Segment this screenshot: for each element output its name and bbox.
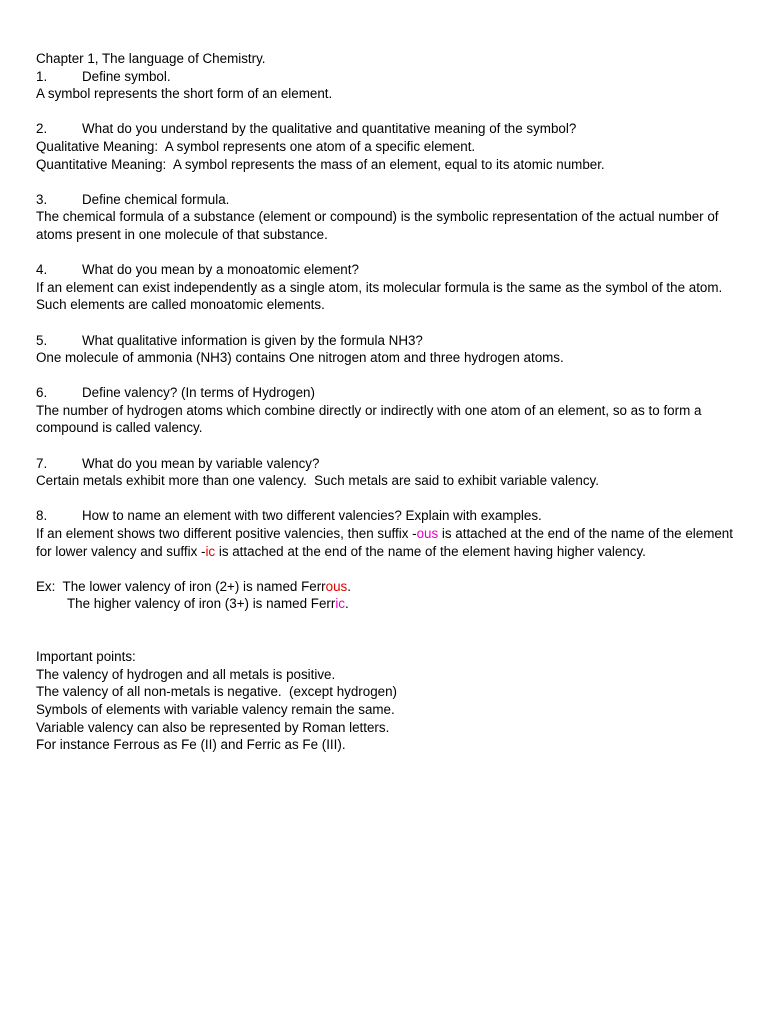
question-6 [36,384,736,402]
question-text: What do you mean by variable valency? [82,455,320,471]
example-text: Ex: The lower valency of iron (2+) is named Ferr [36,578,326,594]
example-suffix-ous: ous [325,578,348,594]
answer-8-text-a: If an element shows two different positive valencies, then suffix - [36,526,417,542]
answer-8 [36,525,736,560]
important-heading: Important points: [36,649,136,665]
question-number: 3. [36,191,48,207]
question-text: Define symbol. [82,68,171,84]
question-text: What do you understand by the qualitative and quantitative meaning of the symbol? [82,121,577,137]
answer-2-line-2: Quantitative Meaning: A symbol represents the mass of an element, equal to its atomic number. [36,156,605,172]
example-text: The higher valency of iron (3+) is named Ferr [67,596,336,612]
question-text: What do you mean by a monoatomic element? [82,262,359,278]
answer-4: If an element can exist independently as a single atom, its molecular formula is the same as the symbol of the atom. Such elements are called monoatomic elements. [36,279,730,313]
question-text: Define chemical formula. [82,191,230,207]
suffix-ic: ic [205,543,216,559]
answer-8-text-c: is attached at the end of the name of the element having higher valency. [215,543,646,559]
question-number: 5. [36,332,48,348]
question-number: 1. [36,68,48,84]
example-line-2 [36,595,736,613]
question-2 [36,120,736,138]
answer-6: The number of hydrogen atoms which combine directly or indirectly with one atom of an element, so as to form a compound is called valency. [36,402,706,436]
question-5 [36,332,736,350]
important-point: The valency of all non-metals is negative. (except hydrogen) [36,684,397,700]
important-point: The valency of hydrogen and all metals is positive. [36,666,336,682]
question-7 [36,455,736,473]
important-point: For instance Ferrous as Fe (II) and Ferric as Fe (III). [36,737,346,753]
answer-3: The chemical formula of a substance (element or compound) is the symbolic representation of the actual number of atoms present in one molecule of that substance. [36,209,723,242]
question-3 [36,191,736,209]
question-number: 7. [36,455,48,471]
question-1 [36,68,736,86]
question-number: 2. [36,121,48,137]
document-page [36,50,736,754]
question-8 [36,507,736,525]
question-4 [36,261,736,279]
important-point: Variable valency can also be represented by Roman letters. [36,719,390,735]
answer-2-line-1: Qualitative Meaning: A symbol represents one atom of a specific element. [36,138,476,154]
example-end: . [347,578,351,594]
question-text: What qualitative information is given by the formula NH3? [82,332,423,348]
question-text: How to name an element with two different valencies? Explain with examples. [82,508,542,524]
example-line-1 [36,578,736,596]
important-point: Symbols of elements with variable valency remain the same. [36,701,395,717]
answer-7: Certain metals exhibit more than one valency. Such metals are said to exhibit variable valency. [36,473,599,489]
answer-1: A symbol represents the short form of an element. [36,86,333,102]
answer-5: One molecule of ammonia (NH3) contains One nitrogen atom and three hydrogen atoms. [36,350,564,366]
document-title: Chapter 1, The language of Chemistry. [36,51,266,66]
example-suffix-ic: ic [335,596,345,612]
question-number: 4. [36,262,48,278]
suffix-ous: ous [416,526,439,542]
answer-8-text-b: is attached at the end of the name of the element for lower valency and suffix - [36,526,737,559]
example-end: . [344,596,349,612]
question-number: 8. [36,508,48,524]
question-number: 6. [36,385,48,401]
question-text: Define valency? (In terms of Hydrogen) [82,385,315,401]
